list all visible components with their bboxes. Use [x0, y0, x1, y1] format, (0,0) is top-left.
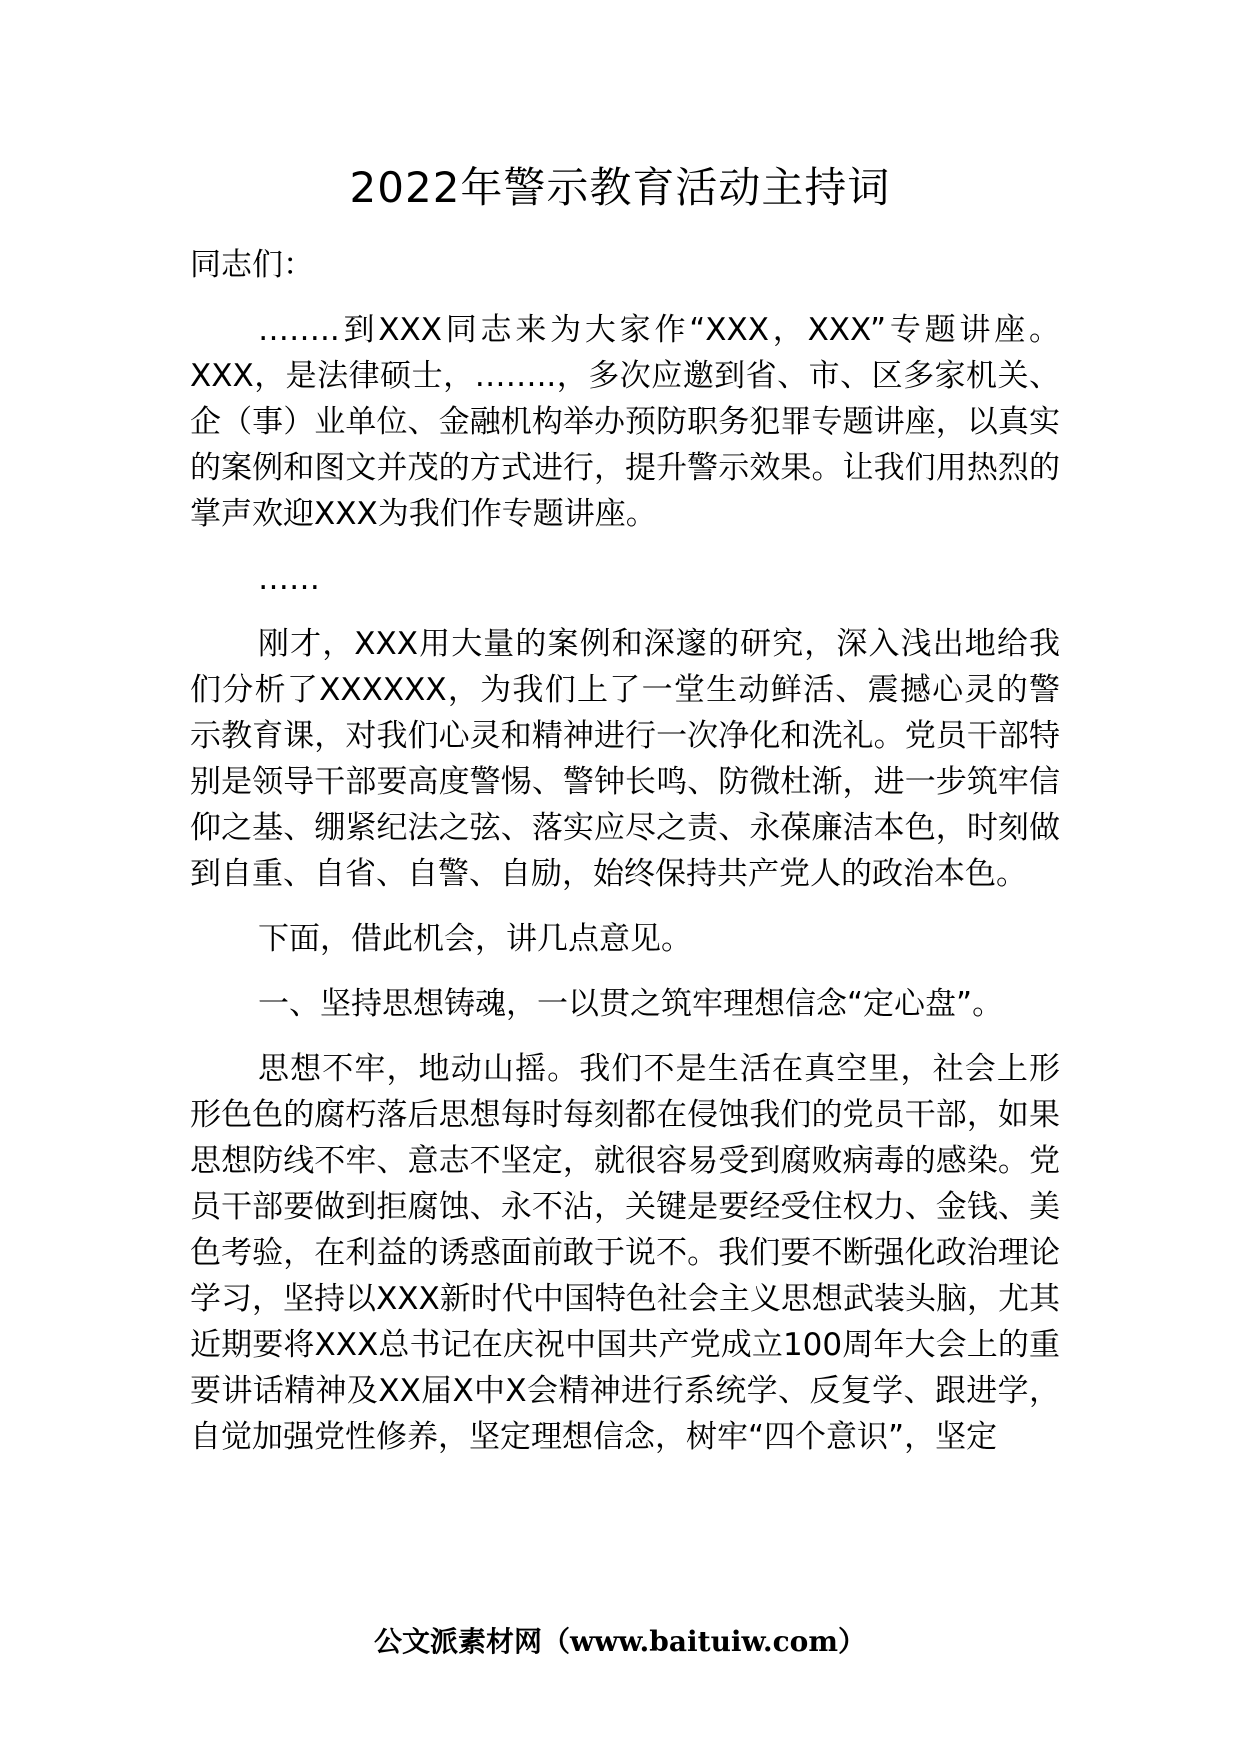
paragraph: ……..到XXX同志来为大家作“XXX，XXX”专题讲座。XXX，是法律硕士，……..，多次应邀到省、市、区多家机关、企（事）业单位、金融机构举办预防职务犯罪专题讲座，以真实的案例和图文并茂的方式进行，提升警示效果。让我们用热烈的掌声欢迎XXX为我们作专题讲座。 — [190, 312, 1060, 532]
paragraph: 思想不牢，地动山摇。我们不是生活在真空里，社会上形形色色的腐朽落后思想每时每刻都在侵蚀我们的党员干部，如果思想防线不牢、意志不坚定，就很容易受到腐败病毒的感染。党员干部要做到拒腐蚀、永不沾，关键是要经受住权力、金钱、美色考验，在利益的诱惑面前敢于说不。我们要不断强化政治理论学习，坚持以XXX新时代中国特色社会主义思想武装头脑，尤其近期要将XXX总书记在庆祝中国共产党成立100周年大会上的重要讲话精神及XX届X中X会精神进行系统学、反复学、跟进学，自觉加强党性修养，坚定理想信念，树牢“四个意识”，坚定 — [190, 1051, 1060, 1455]
document-title: 2022年警示教育活动主持词 — [349, 163, 891, 212]
paragraph: …… — [258, 561, 320, 597]
document-body — [190, 242, 1060, 1479]
paragraph: 刚才，XXX用大量的案例和深邃的研究，深入浅出地给我们分析了XXXXXX，为我们上了一堂生动鲜活、震撼心灵的警示教育课，对我们心灵和精神进行一次净化和洗礼。党员干部特别是领导干部要高度警惕、警钟长鸣、防微杜渐，进一步筑牢信仰之基、绷紧纪法之弦、落实应尽之责、永葆廉洁本色，时刻做到自重、自省、自警、自励，始终保持共产党人的政治本色。 — [190, 626, 1060, 892]
salutation: 同志们： — [190, 247, 314, 283]
paragraph: 下面，借此机会，讲几点意见。 — [258, 921, 692, 957]
footer-watermark: 公文派素材网（www.baituiw.com） — [374, 1625, 866, 1658]
section-heading: 一、坚持思想铸魂，一以贯之筑牢理想信念“定心盘”。 — [258, 986, 1004, 1022]
